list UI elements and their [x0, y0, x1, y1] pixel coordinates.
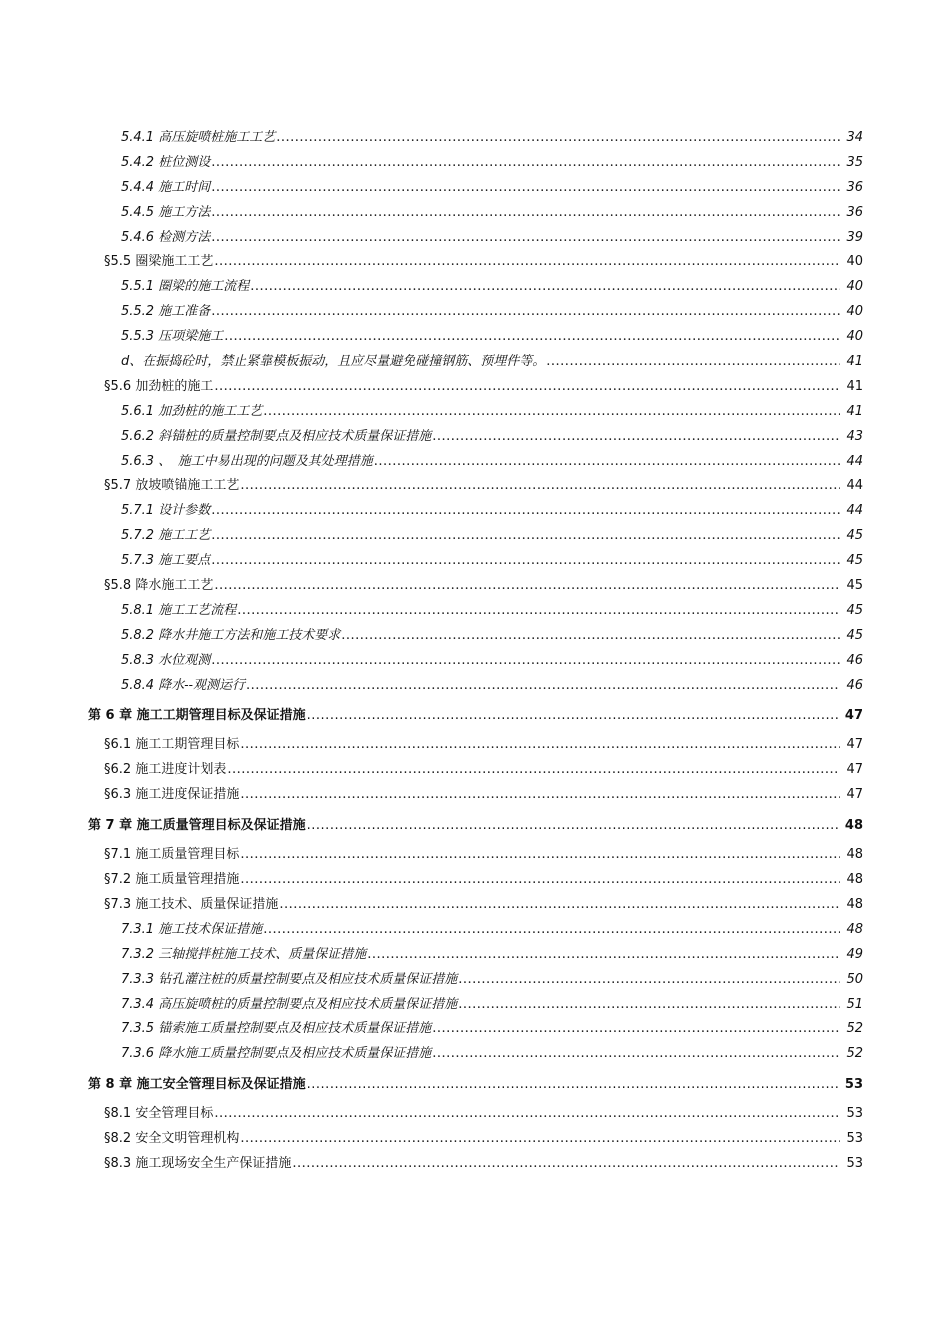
dot-leader	[211, 549, 840, 574]
toc-page-number: 49	[846, 946, 863, 962]
dot-leader	[292, 1152, 840, 1177]
toc-entry[interactable]	[0, 400, 950, 425]
toc-entry-text	[104, 868, 239, 893]
toc-page-number: 53	[846, 1106, 863, 1122]
toc-entry[interactable]	[0, 250, 950, 275]
toc-entry-number: 5.4.2	[121, 154, 155, 170]
toc-entry-text	[104, 1102, 213, 1127]
dot-leader	[211, 649, 840, 674]
toc-entry-title: 水位观测	[158, 652, 211, 668]
toc-entry-text	[121, 499, 210, 524]
toc-entry-text	[121, 425, 431, 450]
toc-entry-text	[121, 126, 275, 151]
toc-page-number: 52	[846, 1021, 863, 1037]
toc-entry[interactable]	[0, 275, 950, 300]
toc-entry-number: §6.3	[104, 787, 132, 803]
toc-entry-title: 降水施工工艺	[135, 578, 214, 594]
toc-entry-number: 5.4.6	[121, 229, 155, 245]
toc-entry[interactable]	[0, 1017, 950, 1042]
dot-leader	[237, 599, 840, 624]
toc-entry-number: 5.4.4	[121, 179, 155, 195]
dot-leader	[214, 375, 840, 400]
toc-page-number: 48	[846, 921, 863, 937]
toc-page-number: 40	[846, 329, 863, 345]
toc-entry[interactable]	[0, 474, 950, 499]
toc-page-number: 53	[844, 1077, 863, 1093]
toc-entry-title: 桩位测设	[158, 154, 211, 170]
toc-entry-title: 施工工期管理目标及保证措施	[136, 708, 306, 724]
toc-page-number: 48	[846, 847, 863, 863]
toc-entry-text	[121, 918, 262, 943]
toc-entry-title: 加劲桩的施工	[135, 378, 214, 394]
toc-entry-number: §5.5	[104, 254, 132, 270]
toc-entry-number: 5.7.2	[121, 528, 155, 544]
dot-leader	[276, 126, 840, 151]
toc-entry-title: 、在振捣砼时，禁止紧靠模板振动，且应尽量避免碰撞钢筋、预埋件等。	[129, 354, 546, 370]
toc-entry-text	[121, 325, 223, 350]
toc-entry-title: 施工准备	[158, 304, 211, 320]
toc-page-number: 48	[846, 872, 863, 888]
dot-leader	[367, 943, 840, 968]
dot-leader	[246, 674, 840, 699]
toc-entry[interactable]	[0, 549, 950, 574]
toc-page-number: 41	[846, 354, 863, 370]
toc-entry-title: 降水--观测运行	[158, 677, 246, 693]
toc-entry[interactable]	[0, 499, 950, 524]
toc-entry-number: 5.8.3	[121, 652, 155, 668]
toc-entry-text	[121, 1017, 431, 1042]
toc-page-number: 47	[846, 762, 863, 778]
toc-page-number: 45	[846, 528, 863, 544]
dot-leader	[458, 993, 840, 1018]
toc-entry-title: 圈梁施工工艺	[135, 254, 214, 270]
toc-entry-title: 施工质量管理目标	[135, 847, 240, 863]
toc-entry-number: §6.1	[104, 737, 132, 753]
toc-chapter-entry[interactable]	[0, 813, 950, 839]
toc-entry[interactable]	[0, 624, 950, 649]
dot-leader	[432, 1042, 840, 1067]
toc-entry[interactable]	[0, 226, 950, 251]
toc-entry[interactable]	[0, 350, 950, 375]
toc-entry-text	[88, 813, 306, 839]
toc-page-number: 47	[846, 737, 863, 753]
toc-entry[interactable]	[0, 918, 950, 943]
toc-page-number: 39	[846, 229, 863, 245]
toc-entry-text	[121, 151, 210, 176]
toc-entry-title: 施工质量管理目标及保证措施	[136, 818, 306, 834]
toc-entry-title: 施工现场安全生产保证措施	[135, 1155, 292, 1171]
toc-page-number: 53	[846, 1131, 863, 1147]
toc-entry-number: 5.8.1	[121, 602, 155, 618]
toc-page-number: 44	[846, 453, 863, 469]
toc-entry[interactable]	[0, 375, 950, 400]
dot-leader	[240, 474, 840, 499]
dot-leader	[307, 703, 840, 729]
dot-leader	[240, 1127, 840, 1152]
toc-page-number: 44	[846, 503, 863, 519]
dot-leader	[307, 813, 840, 839]
toc-entry-number: 5.6.1	[121, 403, 155, 419]
toc-entry-number: d	[121, 354, 130, 370]
toc-entry-title: 施工进度计划表	[135, 762, 227, 778]
toc-entry-text	[121, 300, 210, 325]
toc-entry-title: 施工工艺	[158, 528, 211, 544]
toc-entry-number: 5.8.4	[121, 677, 155, 693]
toc-page-number: 48	[846, 896, 863, 912]
toc-page-number: 43	[846, 428, 863, 444]
toc-entry-text	[104, 1152, 291, 1177]
toc-entry-number: 5.5.1	[121, 279, 155, 295]
toc-entry-title: 斜锚桩的质量控制要点及相应技术质量保证措施	[158, 428, 432, 444]
toc-entry[interactable]	[0, 524, 950, 549]
toc-entry[interactable]	[0, 968, 950, 993]
toc-entry[interactable]	[0, 1102, 950, 1127]
toc-page-number: 34	[846, 130, 863, 145]
toc-entry-text	[121, 524, 210, 549]
toc-entry-title: 检测方法	[158, 229, 211, 245]
toc-entry-title: 高压旋喷桩施工工艺	[158, 130, 276, 145]
toc-entry-number: 7.3.3	[121, 971, 155, 987]
toc-entry-number: 5.4.5	[121, 204, 155, 220]
toc-entry-text	[104, 893, 278, 918]
dot-leader	[240, 868, 840, 893]
dot-leader	[211, 201, 840, 226]
toc-entry-number: 第 7 章	[88, 818, 133, 834]
toc-entry[interactable]	[0, 733, 950, 758]
toc-page-number: 51	[846, 996, 863, 1012]
toc-entry-title: 施工技术保证措施	[158, 921, 263, 937]
toc-entry-number: 7.3.4	[121, 996, 155, 1012]
toc-entry-title: 压项梁施工	[158, 329, 224, 345]
toc-page-number: 46	[846, 652, 863, 668]
dot-leader	[211, 300, 840, 325]
toc-entry-number: 5.8.2	[121, 627, 155, 643]
toc-entry[interactable]	[0, 450, 950, 475]
toc-entry-text	[121, 201, 210, 226]
toc-entry-text	[121, 400, 262, 425]
dot-leader	[307, 1072, 840, 1098]
toc-entry-text	[104, 1127, 239, 1152]
toc-chapter-entry[interactable]	[0, 703, 950, 729]
toc-page-number: 40	[846, 279, 863, 295]
toc-entry-number: 5.5.2	[121, 304, 155, 320]
toc-entry[interactable]	[0, 176, 950, 201]
toc-entry-text	[121, 968, 457, 993]
toc-page-number: 40	[846, 304, 863, 320]
toc-entry-text	[88, 703, 306, 729]
dot-leader	[211, 226, 840, 251]
toc-entry-number: §5.8	[104, 578, 132, 594]
toc-entry[interactable]	[0, 1152, 950, 1177]
toc-entry-number: §8.2	[104, 1131, 132, 1147]
toc-page-number: 46	[846, 677, 863, 693]
toc-entry-text	[121, 943, 366, 968]
toc-entry-number: 7.3.1	[121, 921, 155, 937]
toc-entry-title: 加劲桩的施工工艺	[158, 403, 263, 419]
toc-entry[interactable]	[0, 674, 950, 699]
toc-entry-number: 第 8 章	[88, 1077, 133, 1093]
dot-leader	[214, 1102, 840, 1127]
toc-entry-title: 施工技术、质量保证措施	[135, 896, 279, 912]
toc-entry[interactable]	[0, 893, 950, 918]
toc-entry-title: 施工安全管理目标及保证措施	[136, 1077, 306, 1093]
toc-page-number: 48	[844, 818, 863, 834]
toc-entry[interactable]	[0, 1042, 950, 1067]
toc-page-number: 44	[846, 478, 863, 494]
table-of-contents	[0, 126, 950, 1177]
toc-page-number: 53	[846, 1155, 863, 1171]
dot-leader	[214, 574, 840, 599]
dot-leader	[240, 843, 840, 868]
toc-page-number: 52	[846, 1046, 863, 1062]
dot-leader	[263, 400, 840, 425]
toc-page-number: 45	[846, 578, 863, 594]
toc-entry[interactable]	[0, 201, 950, 226]
toc-entry-title: 三轴搅拌桩施工技术、质量保证措施	[158, 946, 367, 962]
toc-entry-number: 7.3.6	[121, 1046, 155, 1062]
toc-entry-number: 5.6.3	[121, 453, 155, 469]
dot-leader	[214, 250, 840, 275]
toc-entry-title: 高压旋喷桩的质量控制要点及相应技术质量保证措施	[158, 996, 458, 1012]
toc-page-number: 41	[846, 378, 863, 394]
toc-entry-text	[88, 1072, 306, 1098]
toc-entry[interactable]	[0, 758, 950, 783]
toc-entry-title: 圈梁的施工流程	[158, 279, 250, 295]
toc-entry-text	[104, 250, 213, 275]
toc-entry-text	[121, 549, 210, 574]
toc-page-number: 45	[846, 627, 863, 643]
toc-entry-title: 降水施工质量控制要点及相应技术质量保证措施	[158, 1046, 432, 1062]
toc-page-number: 40	[846, 254, 863, 270]
dot-leader	[211, 176, 840, 201]
dot-leader	[250, 275, 840, 300]
toc-entry[interactable]	[0, 783, 950, 808]
toc-entry-number: §5.7	[104, 478, 132, 494]
toc-entry-title: 施工时间	[158, 179, 211, 195]
toc-entry[interactable]	[0, 599, 950, 624]
toc-entry-text	[121, 1042, 431, 1067]
toc-entry-text	[104, 574, 213, 599]
toc-entry[interactable]	[0, 943, 950, 968]
toc-page-number: 36	[846, 204, 863, 220]
dot-leader	[240, 733, 840, 758]
toc-entry-title: 设计参数	[158, 503, 211, 519]
toc-entry-title: 施工工期管理目标	[135, 737, 240, 753]
toc-entry-title: 施工要点	[158, 553, 211, 569]
toc-entry-number: §7.1	[104, 847, 132, 863]
toc-entry[interactable]	[0, 126, 950, 151]
toc-page-number: 45	[846, 602, 863, 618]
toc-entry[interactable]	[0, 1127, 950, 1152]
toc-entry-number: §8.3	[104, 1155, 132, 1171]
dot-leader	[224, 325, 840, 350]
toc-entry-number: 5.7.3	[121, 553, 155, 569]
toc-entry-number: 第 6 章	[88, 708, 133, 724]
dot-leader	[374, 450, 840, 475]
toc-entry-number: 5.7.1	[121, 503, 155, 519]
dot-leader	[341, 624, 840, 649]
toc-entry-text	[121, 226, 210, 251]
toc-entry-number: §7.3	[104, 896, 132, 912]
toc-entry-title: 锚索施工质量控制要点及相应技术质量保证措施	[158, 1021, 432, 1037]
toc-entry-text	[121, 674, 245, 699]
toc-entry-title: 施工进度保证措施	[135, 787, 240, 803]
toc-page-number: 36	[846, 179, 863, 195]
toc-entry-number: §5.6	[104, 378, 132, 394]
toc-entry[interactable]	[0, 574, 950, 599]
toc-entry-number: 5.4.1	[121, 130, 155, 145]
toc-entry-text	[104, 783, 239, 808]
dot-leader	[227, 758, 840, 783]
toc-entry-number: 5.6.2	[121, 428, 155, 444]
dot-leader	[211, 524, 840, 549]
toc-entry-title: 、 施工中易出现的问题及其处理措施	[158, 453, 373, 469]
toc-entry-text	[121, 275, 249, 300]
toc-entry-number: 7.3.2	[121, 946, 155, 962]
toc-entry-title: 钻孔灌注桩的质量控制要点及相应技术质量保证措施	[158, 971, 458, 987]
toc-entry-text	[121, 624, 340, 649]
toc-entry-text	[104, 474, 239, 499]
toc-entry-text	[121, 450, 373, 475]
toc-entry-text	[104, 733, 239, 758]
toc-entry-text	[104, 843, 239, 868]
toc-entry[interactable]	[0, 300, 950, 325]
toc-entry-title: 放坡喷锚施工工艺	[135, 478, 240, 494]
dot-leader	[211, 151, 840, 176]
toc-entry-number: §6.2	[104, 762, 132, 778]
dot-leader	[240, 783, 840, 808]
dot-leader	[432, 1017, 840, 1042]
toc-entry-text	[104, 375, 213, 400]
toc-page-number: 45	[846, 553, 863, 569]
toc-entry-title: 施工质量管理措施	[135, 872, 240, 888]
toc-entry[interactable]	[0, 993, 950, 1018]
toc-page-number: 50	[846, 971, 863, 987]
toc-chapter-entry[interactable]	[0, 1072, 950, 1098]
dot-leader	[432, 425, 840, 450]
toc-entry-text	[121, 649, 210, 674]
toc-entry-title: 安全管理目标	[135, 1106, 214, 1122]
toc-entry-text	[121, 350, 545, 375]
toc-entry-text	[121, 176, 210, 201]
toc-entry-title: 施工工艺流程	[158, 602, 237, 618]
toc-entry[interactable]	[0, 325, 950, 350]
toc-entry-title: 安全文明管理机构	[135, 1131, 240, 1147]
toc-entry[interactable]	[0, 425, 950, 450]
toc-entry-text	[104, 758, 226, 783]
toc-entry-number: §7.2	[104, 872, 132, 888]
toc-entry-text	[121, 993, 457, 1018]
toc-entry[interactable]	[0, 151, 950, 176]
toc-entry-number: §8.1	[104, 1106, 132, 1122]
toc-entry-number: 5.5.3	[121, 329, 155, 345]
dot-leader	[211, 499, 840, 524]
dot-leader	[263, 918, 840, 943]
dot-leader	[546, 350, 840, 375]
toc-entry-title: 施工方法	[158, 204, 211, 220]
dot-leader	[458, 968, 840, 993]
toc-entry[interactable]	[0, 868, 950, 893]
toc-page-number: 41	[846, 403, 863, 419]
toc-page-number: 35	[846, 154, 863, 170]
toc-entry-text	[121, 599, 236, 624]
toc-page-number: 47	[846, 787, 863, 803]
toc-entry-number: 7.3.5	[121, 1021, 155, 1037]
dot-leader	[279, 893, 840, 918]
toc-entry[interactable]	[0, 649, 950, 674]
toc-page-number: 47	[844, 708, 863, 724]
toc-entry-title: 降水井施工方法和施工技术要求	[158, 627, 341, 643]
toc-entry[interactable]	[0, 843, 950, 868]
